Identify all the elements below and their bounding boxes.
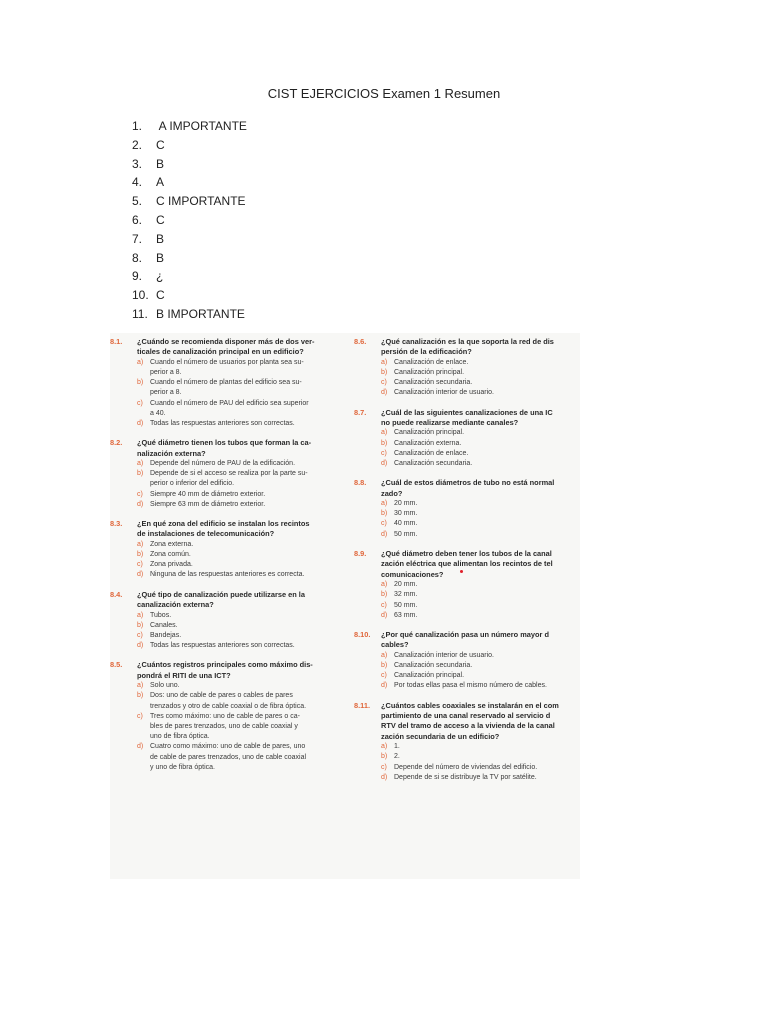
answer-text: B	[156, 156, 165, 171]
option-text: Depende de si se distribuye la TV por satélite.	[394, 773, 537, 781]
question-text: zación eléctrica que alimentan los recintos de tel	[381, 559, 553, 569]
question-number: 8.7.	[354, 407, 367, 417]
option-line	[381, 519, 580, 529]
option-letter: d)	[137, 500, 144, 508]
question-text: ¿Qué tipo de canalización puede utilizarse en la	[137, 589, 305, 599]
question-line	[354, 408, 580, 418]
option-line	[381, 449, 580, 459]
red-mark	[460, 570, 463, 573]
answer-item	[132, 155, 247, 174]
option-text: Depende del número de viviendas del edificio.	[394, 763, 538, 771]
option-line	[137, 611, 348, 621]
option-letter: c)	[137, 490, 143, 498]
answer-text: A IMPORTANTE	[156, 119, 247, 133]
question-number	[354, 418, 381, 428]
option-text: Tres como máximo: uno de cable de pares o ca-	[150, 712, 300, 720]
option-line	[381, 763, 580, 773]
option-line	[381, 580, 580, 590]
option-letter: c)	[381, 379, 387, 387]
question-line	[110, 519, 348, 529]
question-text: de instalaciones de telecomunicación?	[137, 529, 275, 539]
option-text: Todas las respuestas anteriores son correctas.	[150, 420, 295, 428]
option-text: 50 mm.	[394, 601, 418, 609]
option-text: Ninguna de las respuestas anteriores es correcta.	[150, 571, 305, 579]
option-letter: b)	[381, 591, 388, 599]
question-text: ¿Cuál de estos diámetros de tubo no está normal	[381, 478, 555, 488]
option-line	[381, 742, 580, 752]
question-line	[354, 721, 580, 731]
answer-list	[132, 117, 247, 324]
option-letter: a)	[137, 611, 144, 619]
question-number	[110, 449, 137, 459]
option-text: Canales.	[150, 621, 178, 629]
option-letter: c)	[381, 449, 387, 457]
answer-number: 11.	[132, 306, 148, 321]
option-text: Canalización secundaria.	[394, 379, 473, 387]
option-text: Todas las respuestas anteriores son correctas.	[150, 642, 295, 650]
option-line	[137, 702, 348, 712]
option-text: a 40.	[150, 409, 166, 417]
option-text: 20 mm.	[394, 500, 418, 508]
option-line	[381, 439, 580, 449]
option-letter: d)	[137, 743, 144, 751]
option-letter: a)	[381, 651, 388, 659]
question-line	[110, 449, 348, 459]
option-text: Cuando el número de PAU del edificio sea superior	[150, 399, 309, 407]
option-text: trenzados y otro de cable coaxial o de fibra óptica.	[150, 702, 307, 710]
question-text: ¿Qué diámetro tienen los tubos que forman la ca-	[137, 438, 312, 448]
option-letter	[137, 702, 150, 712]
exercise-column-left	[110, 337, 348, 782]
option-text: Cuando el número de plantas del edificio sea su-	[150, 379, 302, 387]
question-text: canalización externa?	[137, 600, 214, 610]
option-text: y uno de fibra óptica.	[150, 763, 215, 771]
option-letter: c)	[381, 520, 387, 528]
option-line	[137, 459, 348, 469]
exercise-column-right	[354, 337, 580, 792]
option-line	[137, 732, 348, 742]
answer-item	[132, 230, 247, 249]
option-line	[381, 590, 580, 600]
option-letter: a)	[137, 358, 144, 366]
option-letter: b)	[381, 753, 388, 761]
option-text: 32 mm.	[394, 591, 418, 599]
question-text: pondrá el RITI de una ICT?	[137, 670, 231, 680]
question-number: 8.1.	[110, 337, 123, 346]
answer-item	[132, 305, 247, 324]
answer-number: 1.	[132, 119, 143, 133]
answer-number: 9.	[132, 269, 143, 284]
answer-text: C	[156, 137, 165, 152]
option-letter: b)	[381, 369, 388, 377]
option-letter	[137, 732, 150, 742]
option-text: de cable de pares trenzados, uno de cable coaxial	[150, 753, 307, 761]
option-line	[381, 611, 580, 621]
option-letter: b)	[137, 379, 144, 387]
option-letter: a)	[381, 429, 388, 437]
option-text: 2.	[394, 753, 400, 761]
option-letter	[137, 368, 150, 378]
question-line	[110, 671, 348, 681]
option-text: Cuando el número de usuarios por planta sea su-	[150, 358, 304, 366]
option-letter	[137, 479, 150, 489]
option-line	[137, 500, 348, 510]
option-letter: d)	[137, 571, 144, 579]
question-text: ¿En qué zona del edificio se instalan los recintos	[137, 519, 310, 529]
option-line	[381, 651, 580, 661]
option-line	[381, 509, 580, 519]
question-text: cables?	[381, 640, 409, 650]
answer-item	[132, 211, 247, 230]
option-line	[137, 490, 348, 500]
question-text: no puede realizarse mediante canales?	[381, 418, 519, 428]
option-text: uno de fibra óptica.	[150, 733, 210, 741]
option-letter: d)	[381, 682, 388, 690]
answer-item	[132, 117, 247, 136]
question-line	[110, 590, 348, 600]
option-line	[137, 722, 348, 732]
question-line	[110, 347, 348, 357]
option-text: 1.	[394, 743, 400, 751]
option-line	[137, 631, 348, 641]
question-number: 8.10.	[354, 629, 371, 639]
answer-item	[132, 286, 247, 305]
option-letter: c)	[381, 763, 387, 771]
option-letter: d)	[381, 611, 388, 619]
option-letter: a)	[137, 682, 144, 690]
answer-text: B IMPORTANTE	[156, 306, 245, 321]
option-text: Canalización secundaria.	[394, 460, 473, 468]
question-number	[110, 529, 137, 539]
document-title: CIST EJERCICIOS Examen 1 Resumen	[267, 86, 501, 101]
question-line	[354, 630, 580, 640]
option-line	[137, 742, 348, 752]
answer-number: 10.	[132, 288, 149, 303]
question-number: 8.5.	[110, 660, 123, 670]
option-letter: a)	[137, 540, 144, 548]
answer-item	[132, 173, 247, 192]
option-line	[137, 570, 348, 580]
question-line	[354, 478, 580, 488]
answer-number: 2.	[132, 137, 143, 152]
question-number	[354, 489, 381, 499]
question-number	[354, 559, 381, 569]
option-line	[381, 378, 580, 388]
option-letter: c)	[137, 712, 143, 720]
option-line	[137, 540, 348, 550]
option-letter: a)	[381, 581, 388, 589]
answer-number: 6.	[132, 212, 143, 227]
question-line	[354, 549, 580, 559]
answer-number: 3.	[132, 156, 143, 171]
option-letter: b)	[137, 551, 144, 559]
question-line	[354, 570, 580, 580]
option-letter: d)	[381, 773, 388, 781]
option-line	[137, 479, 348, 489]
option-line	[381, 368, 580, 378]
option-text: Zona privada.	[150, 561, 193, 569]
option-line	[137, 763, 348, 773]
option-line	[137, 469, 348, 479]
option-letter: b)	[381, 661, 388, 669]
question-number	[354, 732, 381, 742]
answer-text: C IMPORTANTE	[156, 194, 246, 209]
option-line	[137, 388, 348, 398]
option-text: Zona externa.	[150, 540, 194, 548]
question-line	[354, 711, 580, 721]
answer-text: ¿	[156, 269, 164, 284]
option-letter: d)	[137, 642, 144, 650]
option-letter: b)	[137, 692, 144, 700]
option-line	[381, 773, 580, 783]
option-line	[137, 399, 348, 409]
option-text: Bandejas.	[150, 631, 182, 639]
question-line	[110, 600, 348, 610]
option-line	[137, 641, 348, 651]
question-text: ¿Cuántos registros principales como máximo dis-	[137, 660, 313, 670]
option-text: 30 mm.	[394, 510, 418, 518]
question-number	[354, 711, 381, 721]
option-letter: d)	[381, 460, 388, 468]
answer-text: A	[156, 175, 165, 190]
question-text: RTV del tramo de acceso a la vivienda de la canal	[381, 721, 555, 731]
option-letter	[137, 753, 150, 763]
answer-text: B	[156, 231, 165, 246]
question-text: ¿Por qué canalización pasa un número mayor d	[381, 629, 549, 639]
option-letter: d)	[137, 420, 144, 428]
option-text: Canalización secundaria.	[394, 661, 473, 669]
question-line	[354, 559, 580, 569]
option-letter: b)	[137, 470, 144, 478]
option-line	[137, 560, 348, 570]
option-text: Siempre 63 mm de diámetro exterior.	[150, 500, 266, 508]
option-text: Cuatro como máximo: uno de cable de pares, uno	[150, 743, 306, 751]
question-text: ¿Cuál de las siguientes canalizaciones de una IC	[381, 407, 553, 417]
option-text: Canalización de enlace.	[394, 449, 469, 457]
option-line	[137, 419, 348, 429]
option-text: Dos: uno de cable de pares o cables de pares	[150, 692, 293, 700]
question-line	[110, 337, 348, 347]
option-line	[381, 671, 580, 681]
question-text: ¿Qué diámetro deben tener los tubos de la canal	[381, 548, 552, 558]
answer-text: C	[156, 212, 165, 227]
option-text: Canalización principal.	[394, 672, 465, 680]
question-line	[110, 660, 348, 670]
option-line	[137, 368, 348, 378]
option-line	[381, 601, 580, 611]
option-line	[381, 661, 580, 671]
question-number: 8.4.	[110, 589, 123, 599]
option-text: 50 mm.	[394, 530, 418, 538]
question-text: ticales de canalización principal en un edificio?	[137, 347, 304, 357]
option-text: Canalización principal.	[394, 369, 465, 377]
question-number	[354, 640, 381, 650]
option-text: 20 mm.	[394, 581, 418, 589]
option-line	[381, 681, 580, 691]
question-number: 8.3.	[110, 519, 123, 529]
question-text: persión de la edificación?	[381, 347, 472, 357]
option-line	[137, 712, 348, 722]
option-letter	[137, 722, 150, 732]
option-letter: a)	[137, 460, 144, 468]
option-letter: d)	[381, 389, 388, 397]
scanned-exercise-image	[110, 333, 580, 879]
option-line	[137, 681, 348, 691]
option-letter: c)	[137, 561, 143, 569]
option-text: perior a 8.	[150, 389, 182, 397]
question-line	[354, 640, 580, 650]
option-letter: b)	[137, 621, 144, 629]
option-letter: a)	[381, 358, 388, 366]
answer-item	[132, 267, 247, 286]
option-letter	[137, 388, 150, 398]
question-number: 8.9.	[354, 548, 367, 558]
option-letter: a)	[381, 743, 388, 751]
option-line	[381, 358, 580, 368]
option-text: 63 mm.	[394, 611, 418, 619]
option-line	[137, 358, 348, 368]
option-text: Canalización interior de usuario.	[394, 389, 494, 397]
option-line	[137, 378, 348, 388]
option-text: perior a 8.	[150, 369, 182, 377]
answer-number: 7.	[132, 231, 143, 246]
option-text: Canalización externa.	[394, 439, 462, 447]
question-text: ¿Qué canalización es la que soporta la red de dis	[381, 337, 554, 346]
option-text: Por todas ellas pasa el mismo número de cables.	[394, 682, 547, 690]
option-text: 40 mm.	[394, 520, 418, 528]
option-line	[381, 499, 580, 509]
question-text: zado?	[381, 488, 403, 498]
option-letter: b)	[381, 510, 388, 518]
question-number	[110, 600, 137, 610]
option-text: Depende de si el acceso se realiza por la parte su-	[150, 470, 308, 478]
option-text: perior o inferior del edificio.	[150, 480, 235, 488]
option-text: Zona común.	[150, 551, 191, 559]
option-line	[381, 752, 580, 762]
answer-item	[132, 192, 247, 211]
question-text: partimiento de una canal reservado al servicio d	[381, 710, 551, 720]
option-text: Canalización interior de usuario.	[394, 651, 494, 659]
option-line	[381, 428, 580, 438]
option-letter: a)	[381, 500, 388, 508]
question-number: 8.2.	[110, 438, 123, 448]
question-number	[354, 347, 381, 357]
option-line	[381, 388, 580, 398]
option-line	[381, 459, 580, 469]
answer-number: 5.	[132, 194, 143, 209]
question-number: 8.11.	[354, 700, 371, 710]
option-letter: c)	[381, 672, 387, 680]
question-line	[354, 701, 580, 711]
option-line	[137, 621, 348, 631]
question-number	[110, 347, 137, 357]
question-line	[110, 529, 348, 539]
option-text: bles de pares trenzados, uno de cable coaxial y	[150, 722, 298, 730]
question-text: zación secundaria de un edificio?	[381, 731, 500, 741]
option-letter: b)	[381, 439, 388, 447]
option-letter: c)	[137, 631, 143, 639]
option-line	[137, 753, 348, 763]
option-text: Solo uno.	[150, 682, 180, 690]
question-number: 8.8.	[354, 478, 367, 488]
question-line	[354, 732, 580, 742]
question-number: 8.6.	[354, 337, 367, 346]
option-line	[137, 550, 348, 560]
option-line	[137, 409, 348, 419]
answer-number: 8.	[132, 250, 143, 265]
option-text: Siempre 40 mm de diámetro exterior.	[150, 490, 266, 498]
option-text: Canalización de enlace.	[394, 358, 469, 366]
option-line	[381, 530, 580, 540]
question-text: ¿Cuándo se recomienda disponer más de dos ver-	[137, 337, 315, 346]
question-line	[354, 347, 580, 357]
answer-number: 4.	[132, 175, 143, 190]
option-letter	[137, 409, 150, 419]
question-line	[354, 418, 580, 428]
option-text: Tubos.	[150, 611, 172, 619]
option-text: Canalización principal.	[394, 429, 465, 437]
answer-item	[132, 136, 247, 155]
question-number	[354, 570, 381, 580]
option-letter	[137, 763, 150, 773]
question-line	[354, 489, 580, 499]
option-letter: c)	[137, 399, 143, 407]
question-text: nalización externa?	[137, 448, 206, 458]
question-text: comunicaciones?	[381, 569, 444, 579]
answer-item	[132, 249, 247, 268]
question-line	[354, 337, 580, 347]
question-number	[354, 721, 381, 731]
option-text: Depende del número de PAU de la edificación.	[150, 460, 296, 468]
question-text: ¿Cuántos cables coaxiales se instalarán en el com	[381, 700, 559, 710]
answer-text: C	[156, 288, 165, 303]
option-letter: d)	[381, 530, 388, 538]
answer-text: B	[156, 250, 165, 265]
question-number	[110, 671, 137, 681]
option-letter: c)	[381, 601, 387, 609]
question-line	[110, 438, 348, 448]
option-line	[137, 691, 348, 701]
